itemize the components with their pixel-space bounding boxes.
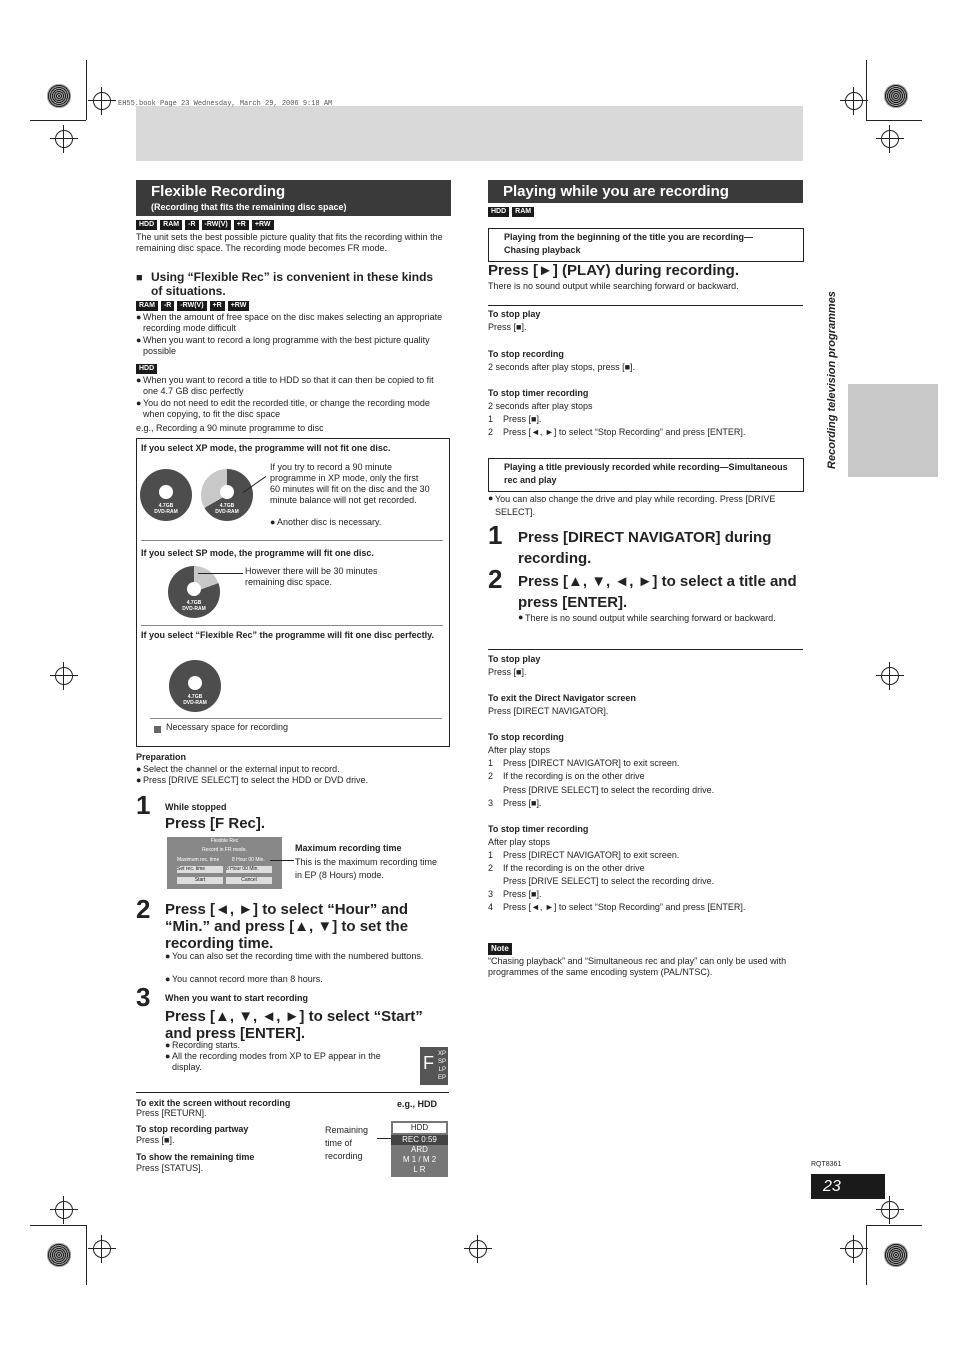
bullet-icon: ● — [136, 335, 142, 345]
disc-tag: -R — [185, 220, 198, 230]
list-item: Press [◄, ►] to select “Stop Recording” and press [ENTER]. — [503, 902, 746, 912]
tip-text: Press [■]. — [488, 322, 527, 332]
section-title: Flexible Recording — [151, 183, 286, 200]
disc-tag: RAM — [512, 207, 534, 217]
tip-heading: To stop recording — [488, 349, 564, 359]
tip-heading: To stop recording partway — [136, 1124, 249, 1134]
tip-text: Press [■]. — [136, 1135, 175, 1145]
bullet-icon: ● — [165, 974, 171, 984]
tip-text: Press [STATUS]. — [136, 1163, 204, 1173]
preparation-heading: Preparation — [136, 752, 187, 762]
step-number: 1 — [136, 790, 151, 820]
bullet-icon: ● — [136, 775, 142, 785]
sp-heading: If you select SP mode, the programme will fit one disc. — [141, 548, 374, 558]
step-number: 2 — [488, 564, 503, 594]
tip-text: Press [■]. — [488, 667, 527, 677]
registration-target-icon — [47, 1243, 71, 1267]
list-item: When the amount of free space on the disc makes selecting an appropriate recording mode difficult — [143, 312, 443, 333]
list-item: When you want to record a title to HDD so that it can then be copied to fit one 4.7 GB disc perfectly — [143, 375, 434, 396]
subsection-title: Playing from the beginning of the title you are recording—Chasing playback — [504, 232, 754, 255]
sp-text: However there will be 30 minutes remaining disc space. — [245, 566, 378, 587]
divider — [488, 649, 803, 650]
disc-tag: +R — [234, 220, 249, 230]
list-item: Press [DRIVE SELECT] to select the recording drive. — [503, 876, 715, 886]
list-item: If the recording is on the other drive — [503, 771, 645, 781]
status-display: HDD REC 0:59 ARD M 1 / M 2 L R — [391, 1121, 448, 1177]
crosshair-icon — [55, 667, 73, 685]
divider — [141, 625, 443, 626]
list-item: You cannot record more than 8 hours. — [172, 974, 323, 984]
disc-tag: +R — [210, 301, 225, 311]
callout-line — [270, 860, 294, 861]
tip-text: Press [DIRECT NAVIGATOR]. — [488, 706, 609, 716]
note-text: There is no sound output while searching forward or backward. — [488, 281, 739, 291]
divider — [141, 540, 443, 541]
bullet-icon: ● — [270, 517, 276, 527]
example-label: e.g., HDD — [397, 1099, 438, 1109]
list-item: Press [◄, ►] to select “Stop Recording” and press [ENTER]. — [503, 427, 746, 437]
page-number: 23 — [811, 1174, 885, 1199]
subsection-title: Playing a title previously recorded while recording—Simultaneous rec and play — [504, 462, 788, 485]
side-tab-label: Recording television programmes — [826, 291, 838, 469]
crop-mark — [86, 60, 87, 120]
tip-heading: To stop timer recording — [488, 824, 589, 834]
maxrec-text: This is the maximum recording time in EP (8 Hours) mode. — [295, 857, 438, 880]
tip-text: After play stops — [488, 837, 551, 847]
disc-tag: HDD — [488, 207, 509, 217]
disc-tag: RAM — [160, 220, 182, 230]
disc-icon: 4.7GB DVD-RAM — [168, 566, 220, 618]
callout-line — [198, 573, 243, 574]
section-title: Playing while you are recording — [503, 183, 729, 200]
legend-text: Necessary space for recording — [166, 722, 289, 732]
crosshair-icon — [55, 130, 73, 148]
crop-mark — [866, 1225, 922, 1226]
disc-icon: 4.7GB DVD-RAM — [169, 660, 221, 712]
tip-heading: To stop play — [488, 309, 541, 319]
list-item: All the recording modes from XP to EP appear in the display. — [172, 1051, 381, 1072]
bullet-icon: ● — [136, 312, 142, 322]
xp-bullet: Another disc is necessary. — [277, 517, 382, 527]
tip-heading: To show the remaining time — [136, 1152, 255, 1162]
list-item: You can also set the recording time with the numbered buttons. — [172, 951, 424, 961]
disc-tags — [136, 301, 249, 311]
section-subtitle: (Recording that fits the remaining disc space) — [151, 202, 347, 212]
crop-mark — [86, 1225, 87, 1285]
step-note: While stopped — [165, 802, 227, 812]
tip-heading: To exit the Direct Navigator screen — [488, 693, 636, 703]
file-info-line: EH55.book Page 23 Wednesday, March 29, 2006 9:18 AM — [118, 100, 333, 108]
note-label: Note — [488, 943, 512, 955]
divider — [488, 305, 803, 306]
header-band — [136, 106, 803, 161]
tip-text: Press [RETURN]. — [136, 1108, 207, 1118]
step-instruction: Press [DIRECT NAVIGATOR] during recording. — [518, 529, 772, 567]
bullet-icon: ● — [518, 612, 524, 622]
list-item: When you want to record a long programme with the best picture quality possible — [143, 335, 430, 356]
step-instruction: Press [▲, ▼, ◄, ►] to select “Start” and press [ENTER]. — [165, 1008, 423, 1042]
registration-target-icon — [884, 1243, 908, 1267]
crosshair-icon — [845, 1240, 863, 1258]
step-number: 2 — [136, 894, 151, 924]
list-item: Press [■]. — [503, 414, 542, 424]
list-item: You can also change the drive and play while recording. Press [DRIVE SELECT]. — [495, 494, 776, 517]
section-header-playing — [488, 180, 803, 203]
bullet-icon: ● — [488, 493, 494, 503]
disc-tag: RAM — [136, 301, 158, 311]
list-item: Select the channel or the external input to record. — [143, 764, 340, 774]
divider — [136, 1092, 449, 1093]
list-item: Recording starts. — [172, 1040, 241, 1050]
tip-text: 2 seconds after play stops — [488, 401, 593, 411]
bullet-icon: ● — [136, 375, 142, 385]
crop-mark — [30, 1225, 86, 1226]
xp-text: If you try to record a 90 minute programme in XP mode, only the first 60 minutes will fit on the disc and the 30 minute balance will not get recorded. — [270, 462, 430, 505]
list-item: Press [■]. — [503, 798, 542, 808]
registration-target-icon — [47, 84, 71, 108]
bullet-icon: ● — [165, 1051, 171, 1061]
list-item: Press [DIRECT NAVIGATOR] to exit screen. — [503, 758, 680, 768]
crosshair-icon — [469, 1240, 487, 1258]
disc-tag: HDD — [136, 364, 157, 374]
crosshair-icon — [845, 92, 863, 110]
crosshair-icon — [55, 1201, 73, 1219]
registration-target-icon — [884, 84, 908, 108]
note-text: “Chasing playback” and “Simultaneous rec and play” can only be used with programmes of the same encoding system (PAL/NTSC). — [488, 956, 787, 977]
tip-heading: To stop recording — [488, 732, 564, 742]
crop-mark — [866, 60, 867, 120]
using-heading: Using “Flexible Rec” is convenient in these kinds of situations. — [151, 270, 434, 298]
crop-mark — [866, 1225, 867, 1285]
disc-tag: +RW — [252, 220, 274, 230]
bullet-icon: ● — [136, 398, 142, 408]
step-number: 1 — [488, 520, 503, 550]
crop-mark — [30, 120, 86, 121]
xp-heading: If you select XP mode, the programme will not fit one disc. — [141, 443, 391, 453]
square-bullet-icon: ■ — [136, 272, 143, 284]
step-instruction: Press [◄, ►] to select “Hour” and “Min.” and press [▲, ▼] to set the recording time. — [165, 901, 409, 952]
disc-icon: 4.7GB DVD-RAM — [201, 469, 253, 521]
step-instruction: Press [F Rec]. — [165, 815, 266, 832]
fr-heading: If you select “Flexible Rec” the programme will fit one disc perfectly. — [141, 630, 434, 640]
disc-tags — [136, 364, 157, 374]
crosshair-icon — [881, 667, 899, 685]
step-note: When you want to start recording — [165, 993, 309, 1003]
remaining-label: Remaining time of recording — [325, 1125, 369, 1161]
list-item: You do not need to edit the recorded title, or change the recording mode when copying, to fit the disc space — [143, 398, 430, 419]
tip-heading: To exit the screen without recording — [136, 1098, 291, 1108]
bullet-icon: ● — [165, 951, 171, 961]
intro-text: The unit sets the best possible picture quality that fits the recording within the remaining disc space. The recording mode becomes FR mode. — [136, 232, 443, 253]
disc-tag: -RW(V) — [177, 301, 206, 311]
crosshair-icon — [881, 1201, 899, 1219]
crosshair-icon — [93, 1240, 111, 1258]
section-header-flexible-recording — [136, 180, 451, 216]
step-number: 3 — [136, 982, 151, 1012]
tip-heading: To stop play — [488, 654, 541, 664]
recording-mode-display: F XP SP LP EP — [420, 1047, 448, 1085]
divider — [150, 718, 442, 719]
list-item: There is no sound output while searching forward or backward. — [525, 613, 776, 623]
tip-text: 2 seconds after play stops, press [■]. — [488, 362, 636, 372]
crop-mark — [866, 120, 922, 121]
list-item: Press [DRIVE SELECT] to select the HDD or DVD drive. — [143, 775, 369, 785]
disc-tag: +RW — [228, 301, 250, 311]
side-tab — [848, 384, 938, 477]
tip-text: After play stops — [488, 745, 551, 755]
list-item: Press [■]. — [503, 889, 542, 899]
disc-tag: -RW(V) — [202, 220, 231, 230]
step-instruction: Press [►] (PLAY) during recording. — [488, 262, 739, 279]
bullet-icon: ● — [165, 1040, 171, 1050]
crosshair-icon — [881, 130, 899, 148]
disc-tags — [136, 220, 274, 230]
flexible-rec-screen: Flexible Rec Record in FR mode. Maximum rec. time 8 Hour 00 Min. Set rec. time 8 Hour 00 Min. Start Cancel — [167, 837, 282, 889]
disc-icon: 4.7GB DVD-RAM — [140, 469, 192, 521]
example-text: e.g., Recording a 90 minute programme to disc — [136, 423, 324, 433]
step-instruction: Press [▲, ▼, ◄, ►] to select a title and press [ENTER]. — [518, 573, 797, 611]
legend-swatch — [154, 726, 161, 733]
tip-heading: To stop timer recording — [488, 388, 589, 398]
list-item: Press [DRIVE SELECT] to select the recording drive. — [503, 785, 715, 795]
list-item: If the recording is on the other drive — [503, 863, 645, 873]
list-item: Press [DIRECT NAVIGATOR] to exit screen. — [503, 850, 680, 860]
start-button[interactable]: Start — [177, 877, 223, 884]
page-code: RQT8361 — [811, 1161, 842, 1168]
bullet-icon: ● — [136, 764, 142, 774]
cancel-button[interactable]: Cancel — [226, 877, 272, 884]
crosshair-icon — [93, 92, 111, 110]
disc-tag: -R — [161, 301, 174, 311]
maxrec-heading: Maximum recording time — [295, 843, 402, 853]
disc-tag: HDD — [136, 220, 157, 230]
disc-tags — [488, 207, 534, 217]
